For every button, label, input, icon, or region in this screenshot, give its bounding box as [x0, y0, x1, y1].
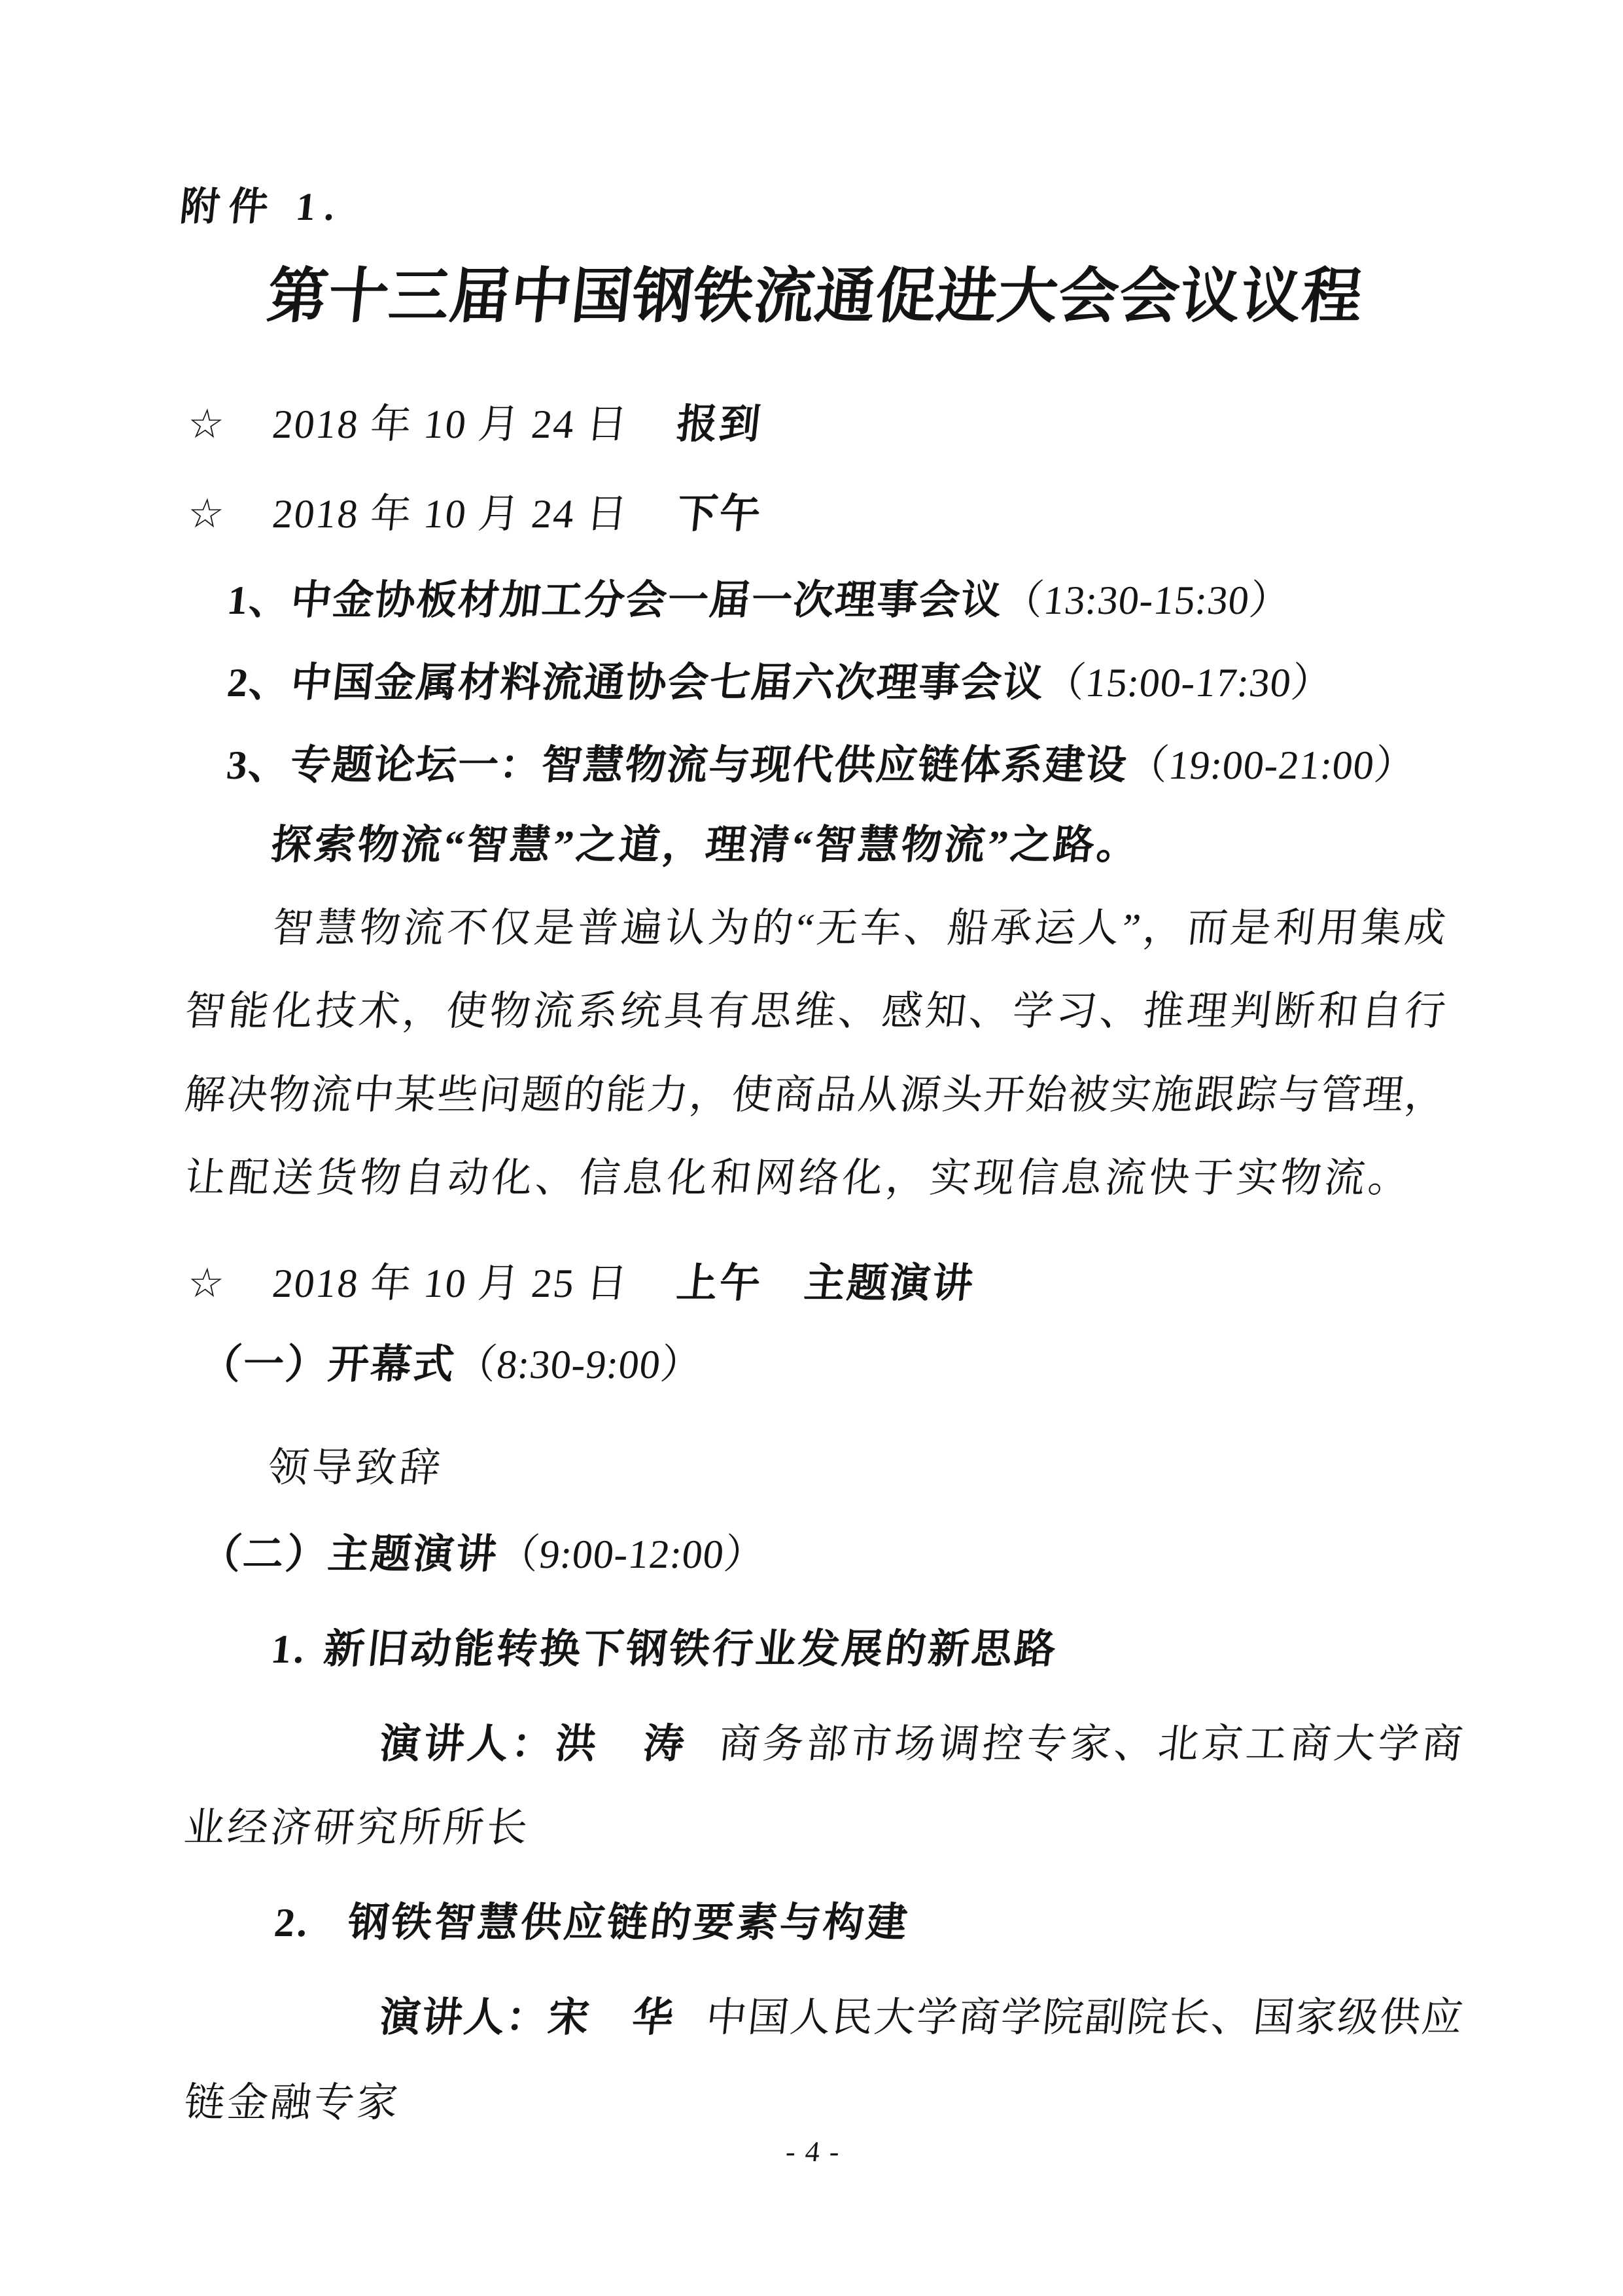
day1-checkin-line — [185, 402, 764, 448]
forum-paragraph-line-1: 智慧物流不仅是普遍认为的“无车、船承运人”，而是利用集成 — [270, 906, 1448, 951]
day1-afternoon-date: 2018 年 10 月 24 日 — [270, 492, 631, 537]
opening-ceremony-heading — [198, 1343, 704, 1388]
forum-subtitle: 探索物流“智慧”之道，理清“智慧物流”之路。 — [269, 823, 1143, 868]
agenda-item-3 — [224, 743, 1418, 788]
day1-afternoon-line — [185, 492, 764, 537]
forum-paragraph-line-4: 让配送货物自动化、信息化和网络化，实现信息流快于实物流。 — [183, 1156, 1415, 1201]
agenda-item-3-number: 3、 — [224, 743, 293, 788]
page-title: 第十三届中国钢铁流通促进大会会议议程 — [264, 263, 1367, 330]
opening-ceremony-title: （一）开幕式 — [198, 1343, 459, 1387]
talk-2-speaker-desc-continued: 链金融专家 — [182, 2081, 403, 2125]
day1-checkin-label: 报到 — [674, 402, 765, 447]
agenda-item-2-number: 2、 — [225, 661, 294, 705]
agenda-item-2-title: 中国金属材料流通协会七届六次理事会议 — [288, 661, 1047, 705]
talk-2-speaker: 演讲人：宋 华 — [377, 1996, 677, 2040]
talk-2-speaker-line — [377, 1996, 1465, 2047]
day1-afternoon-label: 下午 — [674, 492, 765, 537]
opening-ceremony-time: （8:30-9:00） — [453, 1343, 705, 1387]
star-icon: ☆ — [185, 1262, 226, 1306]
day2-morning-label: 上午 主题演讲 — [674, 1262, 977, 1306]
star-icon: ☆ — [185, 492, 226, 537]
talk-2-title-line — [272, 1901, 912, 1946]
talk-1-number: 1. — [269, 1627, 309, 1672]
agenda-item-1-title: 中金协板材加工分会一届一次理事会议 — [288, 578, 1005, 623]
talk-1-speaker-line — [377, 1722, 1465, 1773]
agenda-item-1 — [225, 578, 1293, 624]
talk-1-speaker-desc: 商务部市场调控专家、北京工商大学商 — [716, 1722, 1465, 1767]
opening-ceremony-body: 领导致辞 — [266, 1446, 446, 1491]
star-icon: ☆ — [185, 402, 226, 447]
agenda-item-1-time: （13:30-15:30） — [1000, 578, 1293, 623]
talk-1-speaker-desc-continued: 业经济研究所所长 — [182, 1806, 532, 1850]
forum-paragraph-line-2: 智能化技术，使物流系统具有思维、感知、学习、推理判断和自行 — [183, 989, 1448, 1034]
day2-morning-date: 2018 年 10 月 25 日 — [270, 1262, 631, 1306]
talk-2-speaker-desc: 中国人民大学商学院副院长、国家级供应 — [703, 1996, 1465, 2040]
agenda-item-1-number: 1、 — [225, 578, 294, 623]
page-number: - 4 - — [784, 2136, 843, 2168]
agenda-item-3-title: 专题论坛一：智慧物流与现代供应链体系建设 — [288, 743, 1130, 788]
talk-1-title: 新旧动能转换下钢铁行业发展的新思路 — [321, 1627, 1060, 1672]
agenda-item-2-time: （15:00-17:30） — [1042, 661, 1335, 705]
talk-2-number: 2. — [272, 1901, 313, 1945]
keynote-session-heading — [198, 1532, 767, 1578]
talk-1-title-line — [269, 1627, 1060, 1672]
talk-1-speaker: 演讲人：洪 涛 — [377, 1722, 690, 1767]
agenda-item-2 — [225, 661, 1335, 706]
keynote-session-title: （二）主题演讲 — [198, 1532, 501, 1577]
keynote-session-time: （9:00-12:00） — [496, 1532, 768, 1577]
day1-checkin-date: 2018 年 10 月 24 日 — [270, 402, 631, 447]
talk-2-title: 钢铁智慧供应链的要素与构建 — [345, 1901, 912, 1945]
day2-morning-line — [185, 1262, 977, 1307]
forum-paragraph-line-3: 解决物流中某些问题的能力，使商品从源头开始被实施跟踪与管理， — [183, 1073, 1448, 1118]
attachment-label: 附件 1. — [178, 185, 347, 228]
agenda-item-3-time: （19:00-21:00） — [1125, 743, 1418, 788]
